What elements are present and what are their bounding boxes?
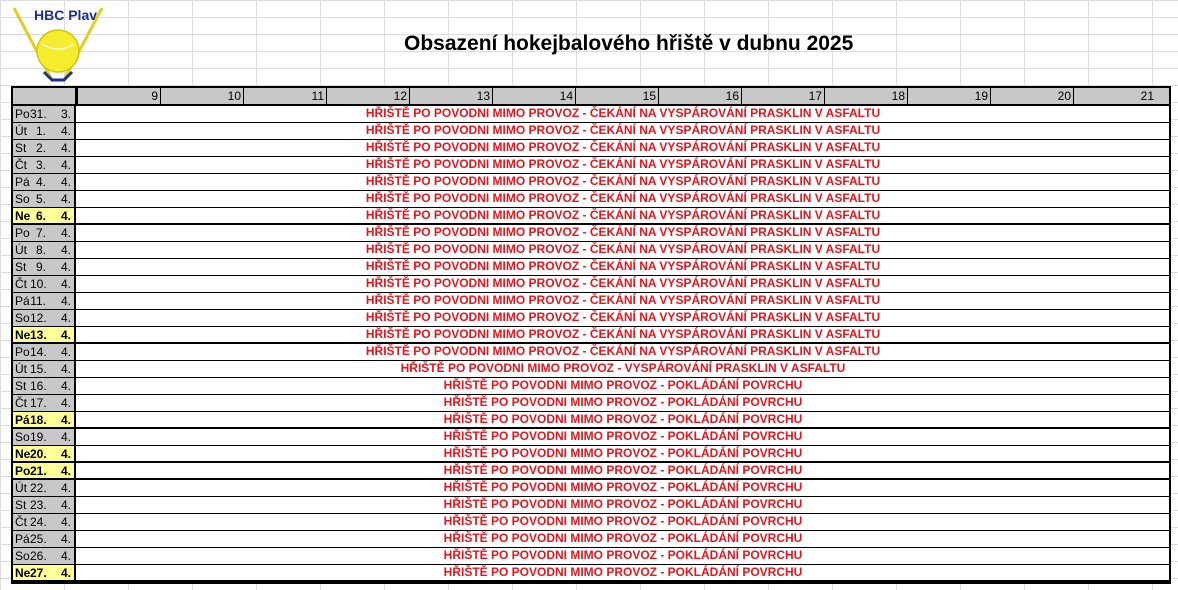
hour-header-cell: 18 [824,88,907,104]
day-number: 25. [30,532,47,546]
day-number: 19. [30,430,47,444]
date-cell [13,412,76,427]
table-row [13,208,1169,225]
day-name: So [15,430,30,444]
month-number: 4. [60,243,71,257]
day-name: Pá [15,413,30,427]
day-name: Út [15,243,27,257]
month-number: 4. [60,209,71,223]
date-cell [13,276,76,292]
table-row [13,361,1169,378]
hour-header-cell: 17 [741,88,824,104]
closure-note: HŘIŠTĚ PO POVODNI MIMO PROVOZ - POKLÁDÁNÍ POVRCHU [443,497,803,511]
day-number: 22. [30,481,47,495]
date-cell [13,429,76,445]
date-cell [13,446,76,461]
date-cell [13,344,76,360]
table-row [13,157,1169,174]
closure-note: HŘIŠTĚ PO POVODNI MIMO PROVOZ - ČEKÁNÍ NA VYSPÁROVÁNÍ PRASKLIN V ASFALTU [365,123,881,137]
day-number: 6. [35,209,46,223]
day-name: Čt [15,396,27,410]
day-number: 5. [35,192,46,206]
date-cell [13,480,76,496]
schedule-table [11,86,1171,584]
table-row [13,446,1169,463]
day-name: Ne [15,566,31,580]
month-number: 4. [60,124,71,138]
table-row [13,327,1169,344]
day-number: 11. [30,294,46,308]
closure-note: HŘIŠTĚ PO POVODNI MIMO PROVOZ - ČEKÁNÍ NA VYSPÁROVÁNÍ PRASKLIN V ASFALTU [365,140,881,154]
hour-header-cell: 21 [1073,88,1156,104]
table-row [13,480,1169,497]
month-number: 4. [60,192,71,206]
closure-note: HŘIŠTĚ PO POVODNI MIMO PROVOZ - ČEKÁNÍ NA VYSPÁROVÁNÍ PRASKLIN V ASFALTU [365,276,881,290]
club-logo [8,0,108,86]
month-number: 4. [60,464,71,478]
month-number: 4. [60,430,71,444]
closure-note: HŘIŠTĚ PO POVODNI MIMO PROVOZ - POKLÁDÁNÍ POVRCHU [443,378,803,392]
table-row [13,293,1169,310]
closure-note: HŘIŠTĚ PO POVODNI MIMO PROVOZ - ČEKÁNÍ NA VYSPÁROVÁNÍ PRASKLIN V ASFALTU [365,208,881,222]
schedule-rows [13,106,1169,582]
hour-header-cell: 20 [990,88,1073,104]
month-number: 4. [60,498,71,512]
hour-header-cell: 13 [409,88,492,104]
closure-note: HŘIŠTĚ PO POVODNI MIMO PROVOZ - ČEKÁNÍ NA VYSPÁROVÁNÍ PRASKLIN V ASFALTU [365,310,881,324]
date-cell [13,208,76,223]
hour-header-cell: 15 [575,88,658,104]
table-row [13,174,1169,191]
day-number: 10. [30,277,47,291]
day-name: Čt [15,277,27,291]
table-row [13,225,1169,242]
month-number: 4. [60,413,71,427]
closure-note: HŘIŠTĚ PO POVODNI MIMO PROVOZ - POKLÁDÁNÍ POVRCHU [443,429,803,443]
date-cell [13,361,76,377]
day-number: 1. [35,124,46,138]
day-number: 14. [30,345,47,359]
date-cell [13,157,76,173]
date-cell [13,548,76,564]
hour-header-cell: 9 [77,88,160,104]
page-title: Obsazení hokejbalového hřiště v dubnu 2025 [404,32,854,55]
table-row [13,191,1169,208]
table-row [13,514,1169,531]
day-number: 27. [30,566,47,580]
day-number: 23. [30,498,47,512]
month-number: 3. [60,107,71,121]
closure-note: HŘIŠTĚ PO POVODNI MIMO PROVOZ - ČEKÁNÍ NA VYSPÁROVÁNÍ PRASKLIN V ASFALTU [365,242,881,256]
day-number: 13. [30,328,47,342]
hour-header-cell: 16 [658,88,741,104]
closure-note: HŘIŠTĚ PO POVODNI MIMO PROVOZ - POKLÁDÁNÍ POVRCHU [443,548,803,562]
day-number: 31. [30,107,47,121]
closure-note: HŘIŠTĚ PO POVODNI MIMO PROVOZ - POKLÁDÁNÍ POVRCHU [443,480,803,494]
date-cell [13,242,76,258]
date-cell [13,395,76,411]
day-number: 17. [30,396,47,410]
closure-note: HŘIŠTĚ PO POVODNI MIMO PROVOZ - ČEKÁNÍ NA VYSPÁROVÁNÍ PRASKLIN V ASFALTU [365,157,881,171]
day-name: Út [15,481,27,495]
hour-header-cell: 11 [243,88,326,104]
day-number: 9. [35,260,46,274]
table-row [13,242,1169,259]
day-number: 16. [30,379,47,393]
day-name: St [15,498,27,512]
date-cell [13,531,76,547]
hour-header-cell: 19 [907,88,990,104]
month-number: 4. [60,549,71,563]
day-name: So [15,311,30,325]
month-number: 4. [60,260,71,274]
table-row [13,429,1169,446]
day-number: 2. [35,141,46,155]
day-number: 15. [30,362,47,376]
table-row [13,497,1169,514]
table-row [13,140,1169,157]
day-number: 18. [30,413,47,427]
day-name: Ne [15,209,31,223]
day-name: So [15,192,30,206]
table-row [13,395,1169,412]
date-cell [13,565,76,580]
day-name: St [15,260,27,274]
table-row [13,310,1169,327]
logo-text: HBC Plav [34,7,98,23]
month-number: 4. [60,515,71,529]
day-name: Po [15,345,30,359]
day-name: Čt [15,158,27,172]
month-number: 4. [60,226,71,240]
closure-note: HŘIŠTĚ PO POVODNI MIMO PROVOZ - POKLÁDÁNÍ POVRCHU [443,446,803,460]
date-cell [13,310,76,326]
month-number: 4. [60,277,71,291]
hour-header-cell: 10 [160,88,243,104]
date-cell [13,259,76,275]
month-number: 4. [60,362,71,376]
day-name: Pá [15,175,30,189]
closure-note: HŘIŠTĚ PO POVODNI MIMO PROVOZ - ČEKÁNÍ NA VYSPÁROVÁNÍ PRASKLIN V ASFALTU [365,344,881,358]
closure-note: HŘIŠTĚ PO POVODNI MIMO PROVOZ - ČEKÁNÍ NA VYSPÁROVÁNÍ PRASKLIN V ASFALTU [365,293,881,307]
day-name: St [15,141,27,155]
day-name: Ne [15,328,31,342]
day-number: 21. [30,464,47,478]
date-cell [13,463,76,478]
month-number: 4. [60,566,71,580]
month-number: 4. [60,158,71,172]
month-number: 4. [60,175,71,189]
day-name: Čt [15,515,27,529]
closure-note: HŘIŠTĚ PO POVODNI MIMO PROVOZ - ČEKÁNÍ NA VYSPÁROVÁNÍ PRASKLIN V ASFALTU [365,259,881,273]
date-cell [13,378,76,394]
closure-note: HŘIŠTĚ PO POVODNI MIMO PROVOZ - ČEKÁNÍ NA VYSPÁROVÁNÍ PRASKLIN V ASFALTU [365,106,881,120]
closure-note: HŘIŠTĚ PO POVODNI MIMO PROVOZ - POKLÁDÁNÍ POVRCHU [443,514,803,528]
date-cell [13,123,76,139]
day-number: 3. [35,158,46,172]
table-row [13,259,1169,276]
month-number: 4. [60,532,71,546]
table-row [13,378,1169,395]
month-number: 4. [60,311,71,325]
day-name: Út [15,362,27,376]
closure-note: HŘIŠTĚ PO POVODNI MIMO PROVOZ - ČEKÁNÍ NA VYSPÁROVÁNÍ PRASKLIN V ASFALTU [365,174,881,188]
table-row [13,531,1169,548]
closure-note: HŘIŠTĚ PO POVODNI MIMO PROVOZ - VYSPÁROVÁNÍ PRASKLIN V ASFALTU [400,361,846,375]
day-name: Po [15,464,31,478]
date-cell [13,225,76,241]
hour-header [13,88,1169,106]
date-cell [13,327,76,342]
table-row [13,106,1169,123]
table-row [13,463,1169,480]
closure-note: HŘIŠTĚ PO POVODNI MIMO PROVOZ - POKLÁDÁNÍ POVRCHU [443,395,803,409]
day-name: Út [15,124,27,138]
day-name: St [15,379,27,393]
date-cell [13,140,76,156]
closure-note: HŘIŠTĚ PO POVODNI MIMO PROVOZ - ČEKÁNÍ NA VYSPÁROVÁNÍ PRASKLIN V ASFALTU [365,327,881,341]
closure-note: HŘIŠTĚ PO POVODNI MIMO PROVOZ - POKLÁDÁNÍ POVRCHU [443,565,803,579]
date-cell [13,497,76,513]
month-number: 4. [60,141,71,155]
day-number: 26. [30,549,47,563]
day-number: 7. [35,226,46,240]
table-row [13,412,1169,429]
month-number: 4. [60,447,71,461]
date-cell [13,174,76,190]
day-name: Po [15,226,30,240]
date-cell [13,293,76,309]
day-name: So [15,549,30,563]
month-number: 4. [60,396,71,410]
table-row [13,565,1169,582]
closure-note: HŘIŠTĚ PO POVODNI MIMO PROVOZ - ČEKÁNÍ NA VYSPÁROVÁNÍ PRASKLIN V ASFALTU [365,225,881,239]
date-cell [13,514,76,530]
day-name: Ne [15,447,31,461]
month-number: 4. [60,379,71,393]
month-number: 4. [60,481,71,495]
header-corner [13,88,77,104]
table-row [13,344,1169,361]
day-number: 8. [35,243,46,257]
table-row [13,276,1169,293]
day-number: 24. [30,515,47,529]
month-number: 4. [60,294,71,308]
table-row [13,123,1169,140]
month-number: 4. [60,345,71,359]
date-cell [13,106,76,122]
day-name: Pá [15,532,30,546]
closure-note: HŘIŠTĚ PO POVODNI MIMO PROVOZ - POKLÁDÁNÍ POVRCHU [443,412,803,426]
table-row [13,548,1169,565]
hour-header-cell: 14 [492,88,575,104]
closure-note: HŘIŠTĚ PO POVODNI MIMO PROVOZ - POKLÁDÁNÍ POVRCHU [443,463,803,477]
day-name: Po [15,107,30,121]
hour-header-cell: 12 [326,88,409,104]
day-name: Pá [15,294,30,308]
date-cell [13,191,76,207]
day-number: 4. [35,175,46,189]
closure-note: HŘIŠTĚ PO POVODNI MIMO PROVOZ - POKLÁDÁNÍ POVRCHU [443,531,803,545]
day-number: 12. [30,311,47,325]
month-number: 4. [60,328,71,342]
day-number: 20. [30,447,47,461]
closure-note: HŘIŠTĚ PO POVODNI MIMO PROVOZ - ČEKÁNÍ NA VYSPÁROVÁNÍ PRASKLIN V ASFALTU [365,191,881,205]
